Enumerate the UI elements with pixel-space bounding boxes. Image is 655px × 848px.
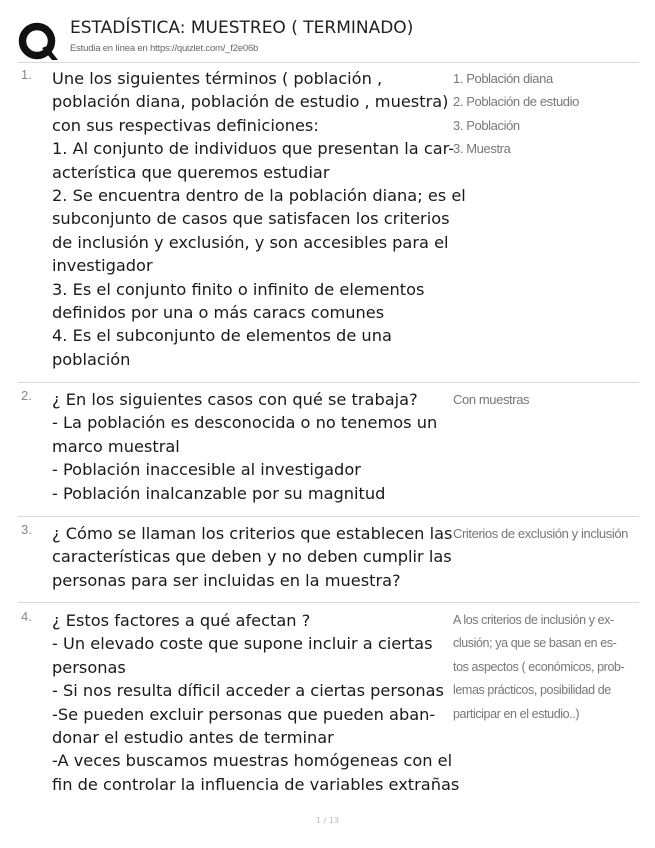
term-line: 3. Es el conjunto finito o infinito de elementos <box>52 279 425 299</box>
card-term <box>52 388 450 505</box>
definition-line: participar en el estudio..) <box>453 706 580 721</box>
card-definition <box>453 388 643 411</box>
term-line: definidos por una o más caracs comunes <box>52 303 385 323</box>
term-line: donar el estudio antes de terminar <box>52 728 334 748</box>
term-line: Une los siguientes términos ( población , <box>52 69 383 88</box>
definition-line: 3. Población <box>453 117 520 133</box>
term-line: ¿ En los siguientes casos con qué se trabaja? <box>52 390 418 409</box>
term-line: ¿ Estos factores a qué afectan ? <box>52 611 311 630</box>
definition-line: A los criterios de inclusión y ex- <box>453 613 614 627</box>
page-number: 1 / 13 <box>315 816 340 825</box>
divider <box>18 516 639 517</box>
divider <box>18 382 639 383</box>
term-line: -Se pueden excluir personas que pueden aban- <box>52 704 436 724</box>
definition-line: lemas prácticos, posibilidad de <box>453 683 611 698</box>
card-number: 3. <box>21 522 32 537</box>
definition-line: clusión; ya que se basan en es- <box>453 636 617 651</box>
flashcard-1 <box>18 67 639 377</box>
term-line: - La población es desconocida o no tenemos un <box>52 413 438 433</box>
term-line: marco muestral <box>52 436 180 456</box>
divider <box>18 62 639 63</box>
term-line: población <box>52 349 131 369</box>
term-line: -A veces buscamos muestras homógeneas con el <box>52 751 453 771</box>
card-number: 4. <box>21 609 32 624</box>
term-line: acterística que queremos estudiar <box>52 162 330 182</box>
term-line: de inclusión y exclusión, y son accesibles para el <box>52 232 449 252</box>
term-line: subconjunto de casos que satisfacen los criterios <box>52 209 450 229</box>
flashcard-4 <box>18 609 639 799</box>
flashcard-2 <box>18 388 639 508</box>
card-definition <box>453 522 643 545</box>
definition-line: tos aspectos ( económicos, prob- <box>453 659 625 674</box>
term-line: ¿ Cómo se llaman los criterios que establecen las <box>52 524 453 543</box>
term-line: fin de controlar la influencia de variables extrañas <box>52 774 460 794</box>
term-line: personas <box>52 657 126 677</box>
card-term <box>52 609 460 796</box>
term-line: - Población inaccesible al investigador <box>52 460 361 480</box>
definition-line: 3. Muestra <box>453 141 511 157</box>
term-line: población diana, población de estudio , muestra) <box>52 92 449 112</box>
study-link-text: Estudia en línea en https://quizlet.com/_f2e06b <box>70 43 259 54</box>
divider <box>18 602 639 603</box>
term-line: - Si nos resulta díficil acceder a ciertas personas <box>52 681 444 701</box>
definition-line: 1. Población diana <box>453 71 553 86</box>
definition-line: Criterios de exclusión y inclusión <box>453 526 628 541</box>
flashcard-3 <box>18 522 639 594</box>
card-number: 2. <box>21 388 32 403</box>
card-term <box>52 522 453 592</box>
term-line: investigador <box>52 256 153 276</box>
card-definition <box>453 609 643 726</box>
term-line: - Población inalcanzable por su magnitud <box>52 483 386 503</box>
card-term <box>52 67 466 371</box>
header <box>18 16 638 60</box>
term-line: 2. Se encuentra dentro de la población diana; es el <box>52 186 466 206</box>
term-line: características que deben y no deben cumplir las <box>52 547 452 567</box>
document-title: ESTADÍSTICA: MUESTREO ( TERMINADO) <box>70 18 414 38</box>
term-line: personas para ser incluidas en la muestra? <box>52 570 401 590</box>
term-line: 4. Es el subconjunto de elementos de una <box>52 326 392 346</box>
card-definition <box>453 67 643 161</box>
quizlet-logo-icon <box>18 22 58 62</box>
term-line: 1. Al conjunto de individuos que presentan la car- <box>52 139 455 159</box>
term-line: - Un elevado coste que supone incluir a ciertas <box>52 634 433 654</box>
term-line: con sus respectivas definiciones: <box>52 115 319 135</box>
definition-line: 2. Población de estudio <box>453 94 579 110</box>
card-number: 1. <box>21 67 32 82</box>
definition-line: Con muestras <box>453 392 530 407</box>
